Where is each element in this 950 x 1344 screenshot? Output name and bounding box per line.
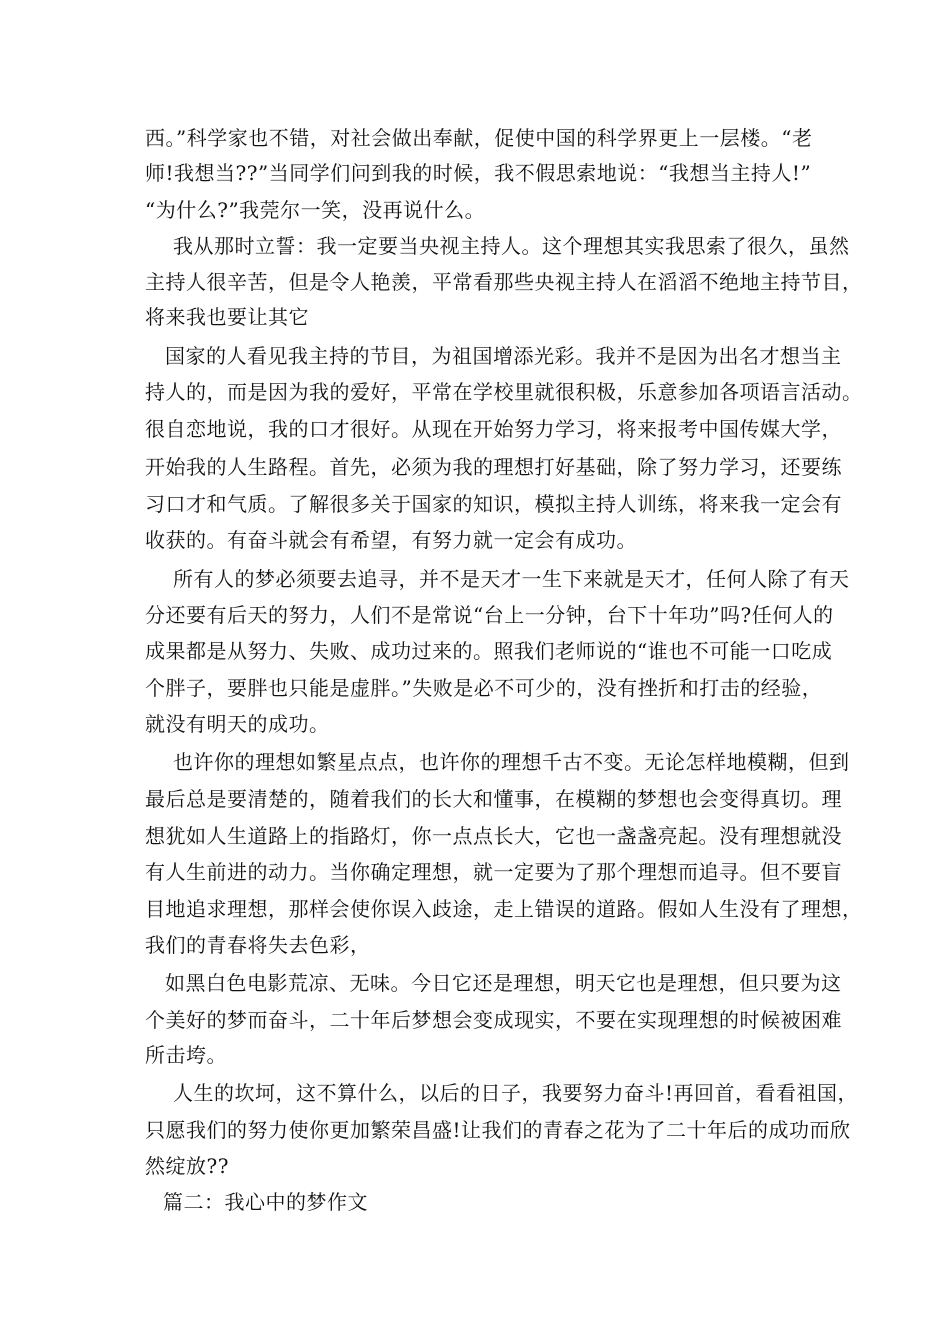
text-line: 所有人的梦必须要去追寻，并不是天才一生下来就是天才，任何人除了有天 [173, 567, 850, 591]
text-line: 然绽放?? [145, 1154, 229, 1178]
text-line: 习口才和气质。了解很多关于国家的知识，模拟主持人训练，将来我一定会有 [145, 492, 842, 516]
text-line: 将来我也要让其它 [145, 305, 309, 329]
text-line: 师!我想当??”当同学们问到我的时候，我不假思索地说：“我想当主持人!” [145, 161, 812, 185]
text-line: 很自恋地说，我的口才很好。从现在开始努力学习，将来报考中国传媒大学， [145, 417, 842, 441]
text-line: 成果都是从努力、失败、成功过来的。照我们老师说的“谁也不可能一口吃成 [145, 639, 833, 663]
text-line: 分还要有后天的努力，人们不是常说“台上一分钟，台下十年功”吗?任何人的 [145, 603, 834, 627]
text-line: 开始我的人生路程。首先，必须为我的理想打好基础，除了努力学习，还要练 [145, 455, 842, 479]
text-line: 持人的，而是因为我的爱好，平常在学校里就很积极，乐意参加各项语言活动。 [145, 380, 863, 404]
text-line: 收获的。有奋斗就会有希望，有努力就一定会有成功。 [145, 528, 637, 552]
text-line: 我从那时立誓：我一定要当央视主持人。这个理想其实我思索了很久，虽然 [173, 234, 850, 258]
text-line: “为什么?”我莞尔一笑，没再说什么。 [145, 198, 486, 222]
text-line: 想犹如人生道路上的指路灯，你一点点长大，它也一盏盏亮起。没有理想就没 [145, 824, 842, 848]
text-line: 个美好的梦而奋斗，二十年后梦想会变成现实，不要在实现理想的时候被困难 [145, 1008, 842, 1032]
text-line: 所击垮。 [145, 1043, 227, 1067]
text-line: 人生的坎坷，这不算什么，以后的日子，我要努力奋斗!再回首，看看祖国， [173, 1081, 859, 1105]
text-line: 只愿我们的努力使你更加繁荣昌盛!让我们的青春之花为了二十年后的成功而欣 [145, 1118, 851, 1142]
text-line: 国家的人看见我主持的节目，为祖国增添光彩。我并不是因为出名才想当主 [165, 344, 842, 368]
text-line: 就没有明天的成功。 [145, 712, 330, 736]
text-line: 西。”科学家也不错，对社会做出奉献，促使中国的科学界更上一层楼。“老 [145, 126, 813, 150]
text-line: 有人生前进的动力。当你确定理想，就一定要为了那个理想而追寻。但不要盲 [145, 860, 842, 884]
text-line: 如黑白色电影荒凉、无味。今日它还是理想，明天它也是理想，但只要为这 [165, 971, 842, 995]
text-line: 我们的青春将失去色彩， [145, 933, 371, 957]
text-line: 也许你的理想如繁星点点，也许你的理想千古不变。无论怎样地模糊，但到 [173, 750, 850, 774]
text-line: 个胖子，要胖也只能是虚胖。”失败是必不可少的，没有挫折和打击的经验， [145, 676, 823, 700]
section-heading: 篇二：我心中的梦作文 [163, 1190, 368, 1214]
text-line: 主持人很辛苦，但是令人艳羡，平常看那些央视主持人在滔滔不绝地主持节目， [145, 270, 863, 294]
text-line: 最后总是要清楚的，随着我们的长大和懂事，在模糊的梦想也会变得真切。理 [145, 787, 842, 811]
text-line: 目地追求理想，那样会使你误入歧途，走上错误的道路。假如人生没有了理想， [145, 897, 863, 921]
